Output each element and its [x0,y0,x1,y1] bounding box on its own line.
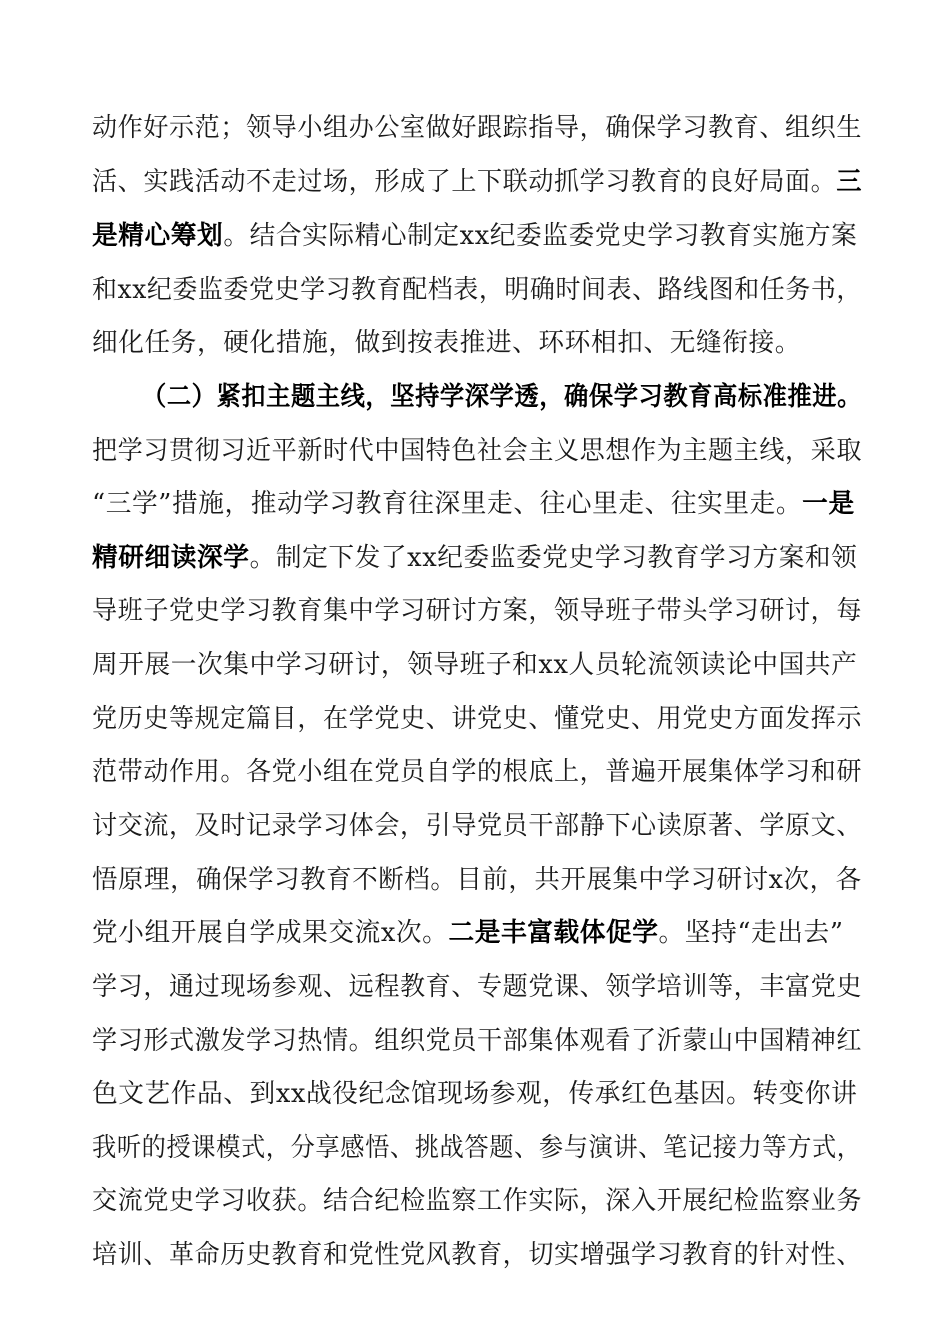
body-text-line [92,323,862,363]
body-text-line [92,216,862,256]
bold-text-segment: 是精心筹划 [92,221,224,251]
text-segment: 动作好示范；领导小组办公室做好跟踪指导，确保学习教育、组织生 [92,113,863,143]
body-text-line [92,591,863,631]
body-text-line [92,1181,863,1221]
text-segment: 。坚持“走出去” [658,918,844,948]
body-text-line [92,1128,862,1168]
bold-text-segment: 精研细读深学 [92,543,250,573]
text-segment: 和xx纪委监委党史学习教育配档表，明确时间表、路线图和任务书， [92,275,862,305]
body-text-line [92,860,862,900]
body-text-line [92,806,863,846]
body-text-line [92,752,863,792]
text-segment: 色文艺作品、到xx战役纪念馆现场参观，传承红色基因。转变你讲 [92,1079,858,1109]
body-text-line [92,1235,863,1275]
bold-text-segment: 一是 [802,489,855,519]
text-segment: 导班子党史学习教育集中学习研讨方案，领导班子带头学习研讨，每 [92,596,863,626]
text-segment: 细化任务，硬化措施，做到按表推进、环环相扣、无缝衔接。 [92,328,802,358]
text-segment: 党历史等规定篇目，在学党史、讲党史、懂党史、用党史方面发挥示 [92,704,863,734]
text-segment: 党小组开展自学成果交流x次。 [92,918,449,948]
text-segment: 培训、革命历史教育和党性党风教育，切实增强学习教育的针对性、 [92,1240,863,1270]
body-text-line [92,699,863,739]
bold-text-segment: 三 [836,167,863,197]
text-segment: 学习形式激发学习热情。组织党员干部集体观看了沂蒙山中国精神红 [92,1026,863,1056]
body-text-line [92,484,862,524]
bold-text-segment: 二是丰富载体促学 [448,918,659,948]
text-segment: 活、实践活动不走过场，形成了上下联动抓学习教育的良好局面。 [92,167,837,197]
text-segment: 范带动作用。各党小组在党员自学的根底上，普遍开展集体学习和研 [92,757,863,787]
text-segment: 把学习贯彻习近平新时代中国特色社会主义思想作为主题主线，采取 [92,436,863,466]
bold-text-segment: （二）紧扣主题主线，坚持学深学透，确保学习教育高标准推进。 [142,382,862,412]
body-text-line [92,967,863,1007]
text-segment: 。制定下发了xx纪委监委党史学习教育学习方案和领 [249,543,858,573]
text-segment: 悟原理，确保学习教育不断档。目前，共开展集中学习研讨x次，各 [92,865,862,895]
body-text-line [92,538,862,578]
text-segment: 学习，通过现场参观、远程教育、专题党课、领学培训等，丰富党史 [92,972,863,1002]
body-text-line [92,645,862,685]
body-text-line [92,1074,862,1114]
text-segment: 周开展一次集中学习研讨，领导班子和xx人员轮流领读论中国共产 [92,650,858,680]
body-text-line [92,108,863,148]
text-segment: 。结合实际精心制定xx纪委监委党史学习教育实施方案 [223,221,858,251]
text-segment: 交流党史学习收获。结合纪检监察工作实际，深入开展纪检监察业务 [92,1186,863,1216]
text-segment: 讨交流，及时记录学习体会，引导党员干部静下心读原著、学原文、 [92,811,863,841]
section-heading-line [142,377,870,417]
body-text-line [92,1021,863,1061]
body-text-line [92,162,863,202]
body-text-line [92,913,862,953]
text-segment: “三学”措施，推动学习教育往深里走、往心里走、往实里走。 [92,489,803,519]
text-segment: 我听的授课模式，分享感悟、挑战答题、参与演讲、笔记接力等方式， [92,1133,862,1163]
body-text-line [92,270,862,310]
body-text-line [92,431,863,471]
